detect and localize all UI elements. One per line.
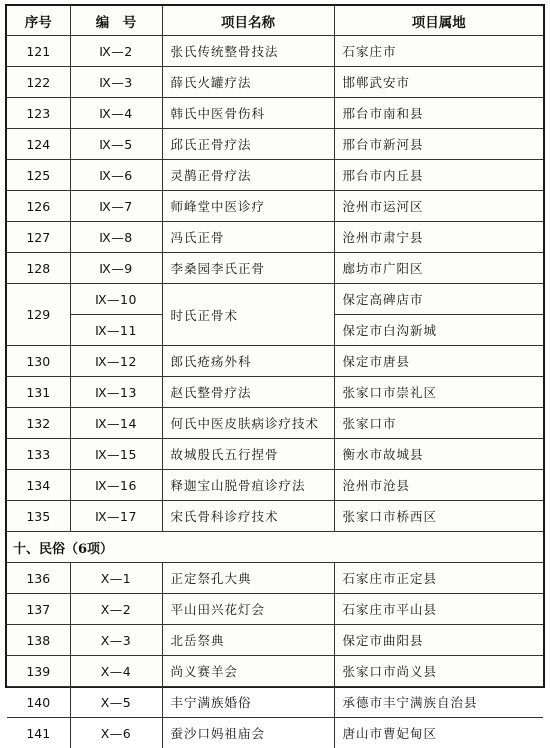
table-row	[7, 718, 543, 748]
row-code: Ⅹ—5	[70, 687, 162, 718]
row-project-name: 丰宁满族婚俗	[162, 687, 334, 718]
row-code: Ⅸ—15	[70, 439, 162, 470]
row-project-name: 灵鹊正骨疗法	[162, 160, 334, 191]
row-seq: 136	[7, 563, 70, 594]
row-code: Ⅹ—1	[70, 563, 162, 594]
row-project-name: 张氏传统整骨技法	[162, 36, 334, 67]
table-row	[7, 160, 543, 191]
table-row	[7, 439, 543, 470]
row-project-name: 平山田兴花灯会	[162, 594, 334, 625]
row-code: Ⅹ—2	[70, 594, 162, 625]
row-seq: 125	[7, 160, 70, 191]
row-location: 石家庄市正定县	[334, 563, 543, 594]
row-location: 张家口市	[334, 408, 543, 439]
row-project-name: 韩氏中医骨伤科	[162, 98, 334, 129]
header-name: 项目名称	[162, 6, 334, 36]
row-seq: 124	[7, 129, 70, 160]
table-row	[7, 408, 543, 439]
row-location: 邢台市南和县	[334, 98, 543, 129]
row-project-name: 冯氏正骨	[162, 222, 334, 253]
row-code: Ⅹ—3	[70, 625, 162, 656]
row-project-name: 李桑园李氏正骨	[162, 253, 334, 284]
row-project-name: 宋氏骨科诊疗技术	[162, 501, 334, 532]
table-header-row	[7, 6, 543, 36]
heritage-list-table	[7, 6, 543, 748]
row-location: 保定市唐县	[334, 346, 543, 377]
row-seq: 133	[7, 439, 70, 470]
row-location: 邯郸武安市	[334, 67, 543, 98]
row-seq: 140	[7, 687, 70, 718]
row-seq: 132	[7, 408, 70, 439]
row-seq: 121	[7, 36, 70, 67]
row-location: 廊坊市广阳区	[334, 253, 543, 284]
row-location: 承德市丰宁满族自治县	[334, 687, 543, 718]
row-location: 张家口市桥西区	[334, 501, 543, 532]
row-seq: 139	[7, 656, 70, 687]
row-location: 沧州市沧县	[334, 470, 543, 501]
row-seq: 141	[7, 718, 70, 748]
row-location: 张家口市尚义县	[334, 656, 543, 687]
row-project-name: 故城殷氏五行捏骨	[162, 439, 334, 470]
row-seq: 131	[7, 377, 70, 408]
row-code: Ⅸ—12	[70, 346, 162, 377]
table-row	[7, 594, 543, 625]
row-project-name: 正定祭孔大典	[162, 563, 334, 594]
section-row	[7, 532, 543, 563]
row-seq: 135	[7, 501, 70, 532]
row-seq: 127	[7, 222, 70, 253]
section-title: 十、民俗（6项）	[7, 532, 543, 563]
row-location: 沧州市肃宁县	[334, 222, 543, 253]
row-location: 保定市曲阳县	[334, 625, 543, 656]
row-code: Ⅸ—5	[70, 129, 162, 160]
table-row	[7, 346, 543, 377]
row-location: 邢台市内丘县	[334, 160, 543, 191]
row-code: Ⅸ—13	[70, 377, 162, 408]
row-seq: 122	[7, 67, 70, 98]
row-project-name: 赵氏整骨疗法	[162, 377, 334, 408]
row-code: Ⅸ—10	[70, 284, 162, 315]
row-seq: 134	[7, 470, 70, 501]
row-code: Ⅸ—2	[70, 36, 162, 67]
row-seq: 123	[7, 98, 70, 129]
row-location: 保定高碑店市	[334, 284, 543, 315]
table-row	[7, 563, 543, 594]
row-location: 张家口市崇礼区	[334, 377, 543, 408]
row-project-name: 师峰堂中医诊疗	[162, 191, 334, 222]
row-code: Ⅸ—8	[70, 222, 162, 253]
table-row	[7, 191, 543, 222]
row-code: Ⅹ—4	[70, 656, 162, 687]
row-code: Ⅹ—6	[70, 718, 162, 748]
table-row-merged	[7, 284, 543, 315]
row-project-name: 北岳祭典	[162, 625, 334, 656]
row-code: Ⅸ—4	[70, 98, 162, 129]
row-seq: 130	[7, 346, 70, 377]
table-row	[7, 222, 543, 253]
table-row	[7, 253, 543, 284]
row-code: Ⅸ—3	[70, 67, 162, 98]
row-location: 邢台市新河县	[334, 129, 543, 160]
row-code: Ⅸ—9	[70, 253, 162, 284]
row-code: Ⅸ—16	[70, 470, 162, 501]
row-project-name: 蚕沙口妈祖庙会	[162, 718, 334, 748]
row-project-name: 薛氏火罐疗法	[162, 67, 334, 98]
document-page	[5, 4, 545, 688]
table-row	[7, 377, 543, 408]
row-code: Ⅸ—14	[70, 408, 162, 439]
row-project-name: 郎氏疮疡外科	[162, 346, 334, 377]
row-code: Ⅸ—7	[70, 191, 162, 222]
row-seq: 138	[7, 625, 70, 656]
row-location: 石家庄市	[334, 36, 543, 67]
row-location: 沧州市运河区	[334, 191, 543, 222]
table-row	[7, 501, 543, 532]
row-seq: 126	[7, 191, 70, 222]
table-row	[7, 67, 543, 98]
row-project-name: 何氏中医皮肤病诊疗技术	[162, 408, 334, 439]
row-code: Ⅸ—11	[70, 315, 162, 346]
row-project-name: 时氏正骨术	[162, 284, 334, 346]
table-row	[7, 129, 543, 160]
row-project-name: 释迦宝山脱骨疽诊疗法	[162, 470, 334, 501]
row-seq: 137	[7, 594, 70, 625]
header-code: 编 号	[70, 6, 162, 36]
row-code: Ⅸ—17	[70, 501, 162, 532]
row-project-name: 邱氏正骨疗法	[162, 129, 334, 160]
row-seq: 128	[7, 253, 70, 284]
header-location: 项目属地	[334, 6, 543, 36]
row-project-name: 尚义赛羊会	[162, 656, 334, 687]
table-row	[7, 656, 543, 687]
table-row	[7, 625, 543, 656]
table-row	[7, 36, 543, 67]
header-seq: 序号	[7, 6, 70, 36]
row-seq: 129	[7, 284, 70, 346]
table-row	[7, 470, 543, 501]
row-location: 唐山市曹妃甸区	[334, 718, 543, 748]
row-code: Ⅸ—6	[70, 160, 162, 191]
table-row	[7, 98, 543, 129]
row-location: 衡水市故城县	[334, 439, 543, 470]
row-location: 保定市白沟新城	[334, 315, 543, 346]
row-location: 石家庄市平山县	[334, 594, 543, 625]
table-row	[7, 687, 543, 718]
